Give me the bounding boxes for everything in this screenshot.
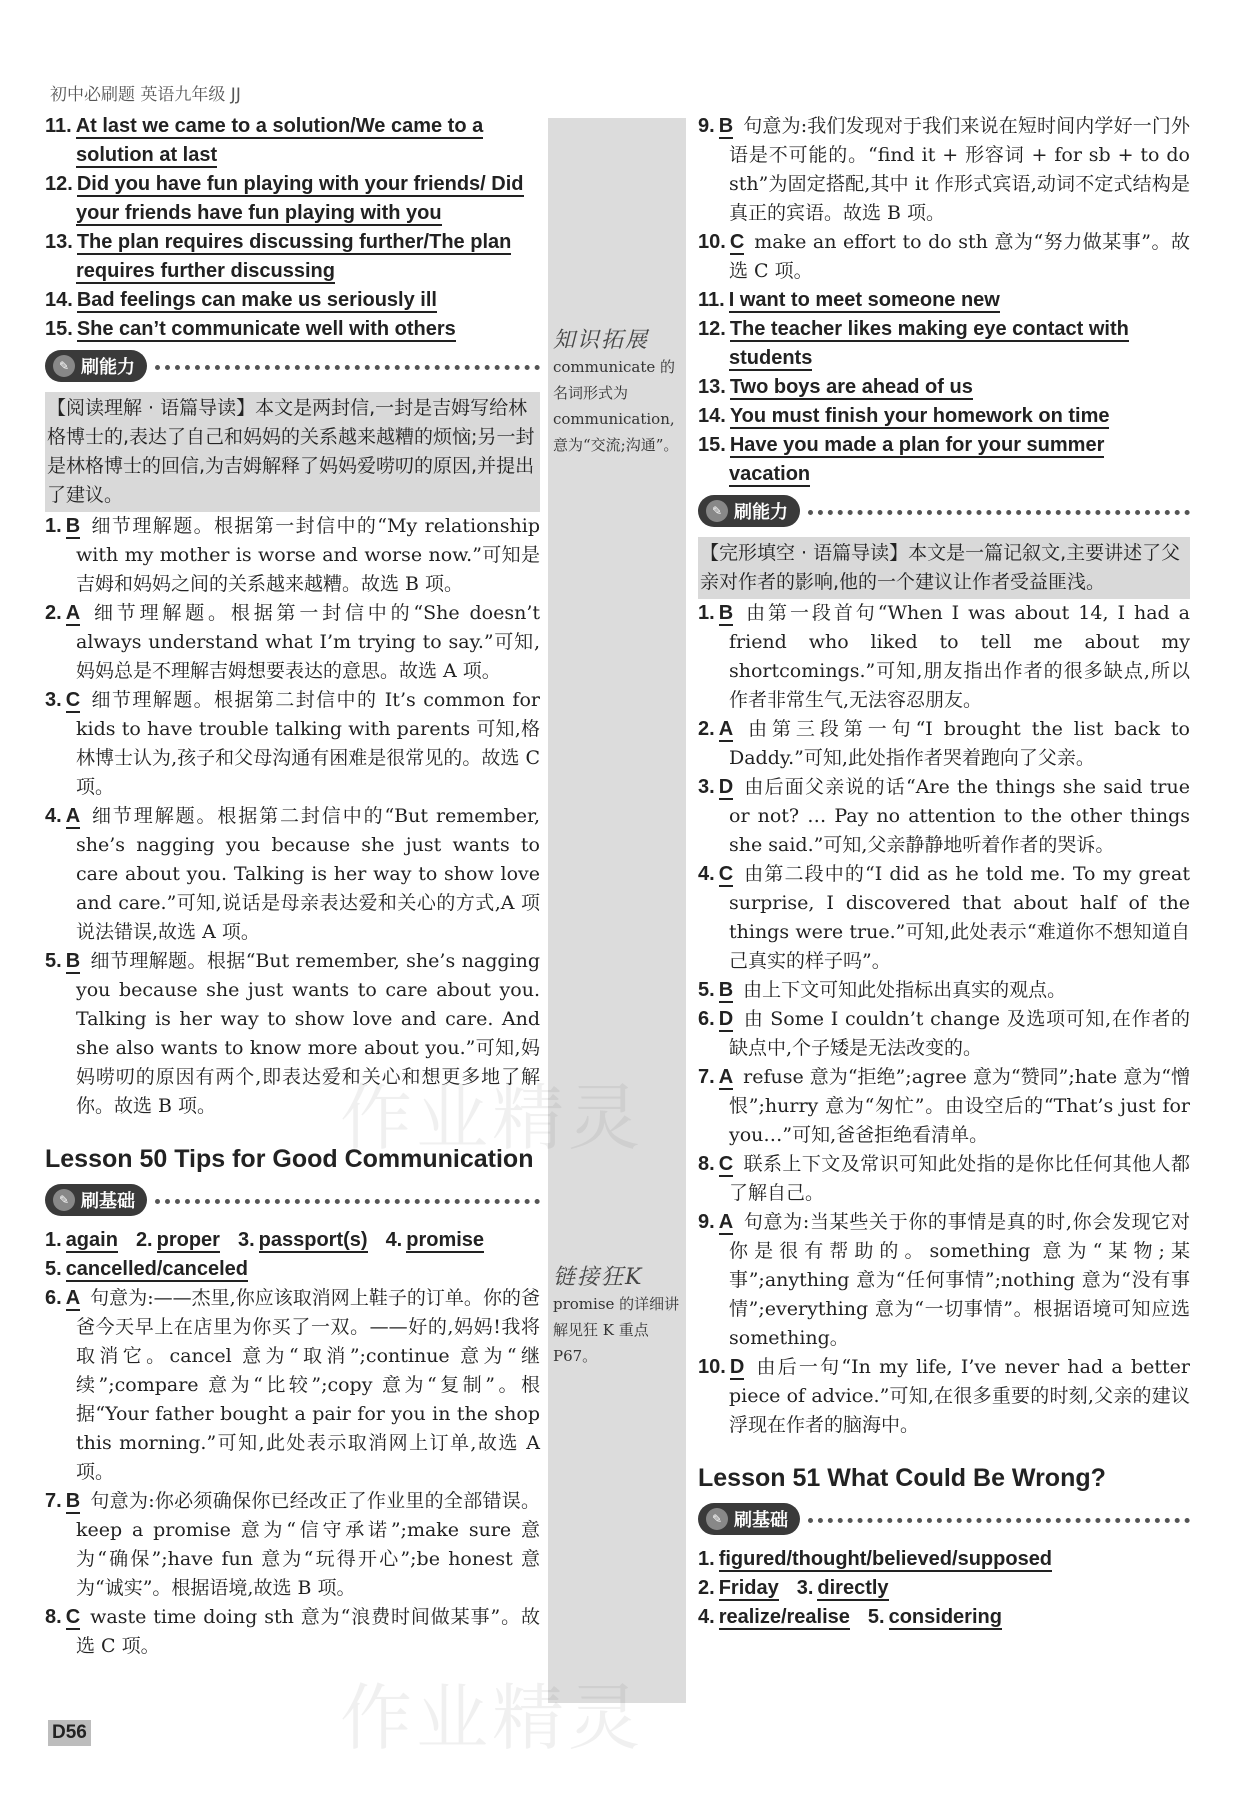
- badge-icon: ✎: [706, 1508, 728, 1530]
- item-explanation: 句意为:我们发现对于我们来说在短时间内学好一门外语是不可能的。“find it + 形容词 + for sb + to do sth”为固定搭配,其中 it 作形式宾语,动词不定式结构是真正的宾语。故选 B 项。: [729, 115, 1190, 224]
- explanation-item: [45, 1487, 540, 1603]
- item-answer: C: [729, 231, 745, 253]
- answer-text: Friday: [718, 1577, 779, 1599]
- item-number: 12.: [45, 173, 73, 195]
- item-answer: D: [718, 1008, 734, 1030]
- item-explanation: 由第二段中的“I did as he told me. To my great surprise, I discovered that about half of the things were true.”可知,此处表示“难道你不想知道自己真实的样子吗”。: [729, 863, 1190, 972]
- item-explanation: 细节理解题。根据第二封信中的 It’s common for kids to have trouble talking with parents 可知,格林博士认为,孩子和父母沟通有困难是很常见的。故选 C 项。: [76, 689, 540, 798]
- badge-text: 刷能力: [734, 502, 788, 523]
- explanation-item: [698, 1208, 1190, 1353]
- item-number: 3.: [698, 776, 715, 798]
- item-number: 6.: [45, 1287, 62, 1309]
- item-explanation: 句意为:当某些关于你的事情是真的时,你会发现它对你是很有帮助的。something 意为“某物;某事”;anything 意为“任何事情”;nothing 意为“没有事情”;everything 意为“一切事情”。根据语境可知应选 something。: [729, 1211, 1190, 1349]
- reading-guide: 【阅读理解 · 语篇导读】本文是两封信,一封是吉姆写给林格博士的,表达了自己和妈妈的关系越来越糟的烦恼;另一封是林格博士的回信,为吉姆解释了妈妈爱唠叨的原因,并提出了建议。: [45, 392, 540, 512]
- item-explanation: 细节理解题。根据第一封信中的“My relationship with my mother is worse and worse now.”可知是吉姆和妈妈之间的关系越来越糟。故选 B 项。: [76, 515, 540, 595]
- lesson-title: Lesson 51 What Could Be Wrong?: [698, 1464, 1106, 1492]
- answer-text: directly: [817, 1577, 889, 1599]
- answer-text: again: [65, 1229, 118, 1251]
- item-number: 15.: [45, 318, 73, 340]
- explanation-item: [698, 599, 1190, 715]
- item-number: 1.: [45, 515, 62, 537]
- item-number: 3.: [237, 1229, 255, 1251]
- item-number: 4.: [385, 1229, 403, 1251]
- side-note-heading: 链接狂K: [553, 1265, 644, 1290]
- badge-label: [698, 495, 800, 527]
- basics-row: [698, 1574, 1190, 1603]
- item-number: 3.: [796, 1577, 814, 1599]
- answer-text: The plan requires discussing further/The plan requires further discussing: [76, 231, 512, 282]
- explanation-item: [698, 228, 1190, 286]
- badge-text: 刷基础: [81, 1191, 135, 1212]
- explanation-item: [45, 802, 540, 947]
- item-number: 10.: [698, 231, 726, 253]
- badge-text: 刷能力: [81, 357, 135, 378]
- basics-row: [45, 1255, 540, 1284]
- side-note-link: [553, 1265, 683, 1369]
- item-explanation: 由第三段第一句“I brought the list back to Daddy.”可知,此处指作者哭着跑向了父亲。: [729, 718, 1190, 769]
- item-explanation: 由后面父亲说的话“Are the things she said true or not? … Pay no attention to the other things she said.”可知,父亲静静地听着作者的哭诉。: [729, 776, 1190, 856]
- answer-item: [45, 170, 540, 228]
- explanation-item: [698, 860, 1190, 976]
- badge-label: [45, 1184, 147, 1216]
- answer-item: [698, 402, 1190, 431]
- answer-text: She can’t communicate well with others: [76, 318, 456, 340]
- side-note-text: promise 的详细讲解见狂 K 重点 P67。: [553, 1295, 680, 1365]
- item-number: 4.: [45, 805, 62, 827]
- badge-icon: ✎: [53, 355, 75, 377]
- item-explanation: 由上下文可知此处指标出真实的观点。: [743, 979, 1067, 1001]
- explanation-item: [698, 112, 1190, 228]
- item-number: 13.: [698, 376, 726, 398]
- explanation-item: [698, 1063, 1190, 1150]
- dotted-rule: [808, 510, 1190, 515]
- badge-icon: ✎: [706, 500, 728, 522]
- item-number: 2.: [45, 602, 62, 624]
- item-answer: D: [729, 1356, 745, 1378]
- answer-item: [698, 315, 1190, 373]
- item-number: 6.: [698, 1008, 715, 1030]
- item-number: 11.: [45, 115, 72, 137]
- item-answer: A: [718, 718, 734, 740]
- item-number: 5.: [45, 950, 62, 972]
- answer-text: You must finish your homework on time: [729, 405, 1110, 427]
- item-answer: A: [718, 1066, 734, 1088]
- answer-text: proper: [156, 1229, 220, 1251]
- item-explanation: 由第一段首句“When I was about 14, I had a friend who liked to tell me about my shortcomings.”可知,朋友指出作者的很多缺点,所以作者非常生气,无法容忍朋友。: [729, 602, 1190, 711]
- answer-item: [45, 228, 540, 286]
- item-answer: B: [718, 115, 734, 137]
- item-answer: B: [718, 602, 734, 624]
- side-note-heading: 知识拓展: [553, 328, 650, 353]
- item-answer: C: [718, 1153, 734, 1175]
- answer-item: [45, 112, 540, 170]
- section-badge: [698, 1503, 1190, 1535]
- item-answer: B: [65, 1490, 81, 1512]
- side-note-text: communicate 的名词形式为 communication,意为“交流;沟通”。: [553, 358, 679, 454]
- item-number: 7.: [698, 1066, 715, 1088]
- item-number: 12.: [698, 318, 726, 340]
- answer-text: Bad feelings can make us seriously ill: [76, 289, 437, 311]
- item-answer: C: [65, 689, 81, 711]
- item-explanation: 由 Some I couldn’t change 及选项可知,在作者的缺点中,个子矮是无法改变的。: [729, 1008, 1190, 1059]
- explanation-item: [45, 686, 540, 802]
- item-answer: A: [718, 1211, 734, 1233]
- item-explanation: waste time doing sth 意为“浪费时间做某事”。故选 C 项。: [76, 1606, 540, 1657]
- item-explanation: 细节理解题。根据第一封信中的“She doesn’t always understand what I’m trying to say.”可知,妈妈总是不理解吉姆想要表达的意思。故选 A 项。: [76, 602, 540, 682]
- page-number: D56: [48, 1720, 91, 1746]
- explanation-item: [698, 1353, 1190, 1440]
- item-explanation: 细节理解题。根据第二封信中的“But remember, she’s nagging you because she just wants to care about you. Talking is her way to show love and care.”可知,说话是母亲表达爱和关心的方式,A 项说法错误,故选 A 项。: [76, 805, 540, 943]
- item-number: 10.: [698, 1356, 726, 1378]
- cloze-guide: 【完形填空 · 语篇导读】本文是一篇记叙文,主要讲述了父亲对作者的影响,他的一个建议让作者受益匪浅。: [698, 537, 1190, 599]
- left-column: [45, 112, 540, 1661]
- answer-text: promise: [406, 1229, 485, 1251]
- lesson-title: Lesson 50 Tips for Good Communication: [45, 1145, 534, 1173]
- explanation-item: [698, 976, 1190, 1005]
- answer-item: [698, 373, 1190, 402]
- item-number: 2.: [698, 1577, 715, 1599]
- item-explanation: 细节理解题。根据“But remember, she’s nagging you because she just wants to care about you. Talking is her way to show love and care. And she also wants to know more about you.”可知,妈妈唠叨的原因有两个,即表达爱和关心和想更多地了解你。故选 B 项。: [76, 950, 540, 1117]
- item-explanation: refuse 意为“拒绝”;agree 意为“赞同”;hate 意为“憎恨”;hurry 意为“匆忙”。由设空后的“That’s just for you…”可知,爸爸拒绝看清单。: [729, 1066, 1190, 1146]
- item-number: 4.: [698, 863, 715, 885]
- basics-row: [698, 1545, 1190, 1574]
- right-column: [698, 112, 1190, 1632]
- explanation-item: [698, 773, 1190, 860]
- answer-text: considering: [888, 1606, 1002, 1628]
- item-number: 15.: [698, 434, 726, 456]
- item-number: 13.: [45, 231, 73, 253]
- item-number: 8.: [45, 1606, 62, 1628]
- badge-text: 刷基础: [734, 1510, 788, 1531]
- basics-row: [698, 1603, 1190, 1632]
- answer-text: At last we came to a solution/We came to a solution at last: [75, 115, 484, 166]
- dotted-rule: [155, 365, 540, 370]
- item-explanation: 由后一句“In my life, I’ve never had a better piece of advice.”可知,在很多重要的时刻,父亲的建议浮现在作者的脑海中。: [729, 1356, 1190, 1436]
- watermark: 作业精灵: [340, 1676, 645, 1760]
- answer-text: Did you have fun playing with your friends/ Did your friends have fun playing with you: [76, 173, 524, 224]
- item-number: 5.: [867, 1606, 885, 1628]
- item-number: 2.: [135, 1229, 153, 1251]
- item-number: 8.: [698, 1153, 715, 1175]
- answer-item: [698, 286, 1190, 315]
- answer-item: [45, 315, 540, 344]
- item-number: 5.: [698, 979, 715, 1001]
- item-answer: C: [65, 1606, 81, 1628]
- item-answer: B: [65, 515, 81, 537]
- explanation-item: [45, 1603, 540, 1661]
- explanation-item: [698, 1150, 1190, 1208]
- item-number: 4.: [698, 1606, 715, 1628]
- item-number: 14.: [698, 405, 726, 427]
- item-explanation: 句意为:你必须确保你已经改正了作业里的全部错误。keep a promise 意为“信守承诺”;make sure 意为“确保”;have fun 意为“玩得开心”;be honest 意为“诚实”。根据语境,故选 B 项。: [76, 1490, 540, 1599]
- item-answer: A: [65, 805, 81, 827]
- item-explanation: make an effort to do sth 意为“努力做某事”。故选 C 项。: [729, 231, 1190, 282]
- item-number: 9.: [698, 1211, 715, 1233]
- answer-text: cancelled/canceled: [65, 1258, 249, 1280]
- item-explanation: 句意为:——杰里,你应该取消网上鞋子的订单。你的爸爸今天早上在店里为你买了一双。——好的,妈妈!我将取消它。cancel 意为“取消”;continue 意为“继续”;compare 意为“比较”;copy 意为“复制”。根据“Your father bought a pair for you in the shop this morning.”可知,此处表示取消网上订单,故选 A 项。: [76, 1287, 540, 1483]
- dotted-rule: [808, 1518, 1190, 1523]
- explanation-item: [45, 599, 540, 686]
- explanation-item: [698, 1005, 1190, 1063]
- answer-text: passport(s): [258, 1229, 368, 1251]
- answer-item: [698, 431, 1190, 489]
- item-number: 1.: [698, 1548, 715, 1570]
- section-badge: [45, 1184, 540, 1216]
- item-answer: A: [65, 602, 81, 624]
- item-answer: A: [65, 1287, 81, 1309]
- item-number: 1.: [45, 1229, 62, 1251]
- explanation-item: [45, 1284, 540, 1487]
- dotted-rule: [155, 1199, 540, 1204]
- item-answer: B: [65, 950, 81, 972]
- answer-text: I want to meet someone new: [728, 289, 1000, 311]
- section-badge: [45, 350, 540, 382]
- explanation-item: [45, 512, 540, 599]
- item-number: 11.: [698, 289, 725, 311]
- running-header: 初中必刷题 英语九年级 JJ: [50, 85, 241, 105]
- side-note-knowledge: [553, 328, 683, 458]
- item-answer: D: [718, 776, 734, 798]
- badge-icon: ✎: [53, 1189, 75, 1211]
- item-number: 5.: [45, 1258, 62, 1280]
- watermark: 作业精灵: [340, 1076, 645, 1160]
- answer-text: The teacher likes making eye contact with students: [729, 318, 1129, 369]
- item-number: 3.: [45, 689, 62, 711]
- item-number: 1.: [698, 602, 715, 624]
- answer-item: [45, 286, 540, 315]
- item-number: 2.: [698, 718, 715, 740]
- answer-text: Have you made a plan for your summer vacation: [729, 434, 1105, 485]
- basics-row: [45, 1226, 540, 1255]
- answer-text: figured/thought/believed/supposed: [718, 1548, 1053, 1570]
- badge-label: [45, 350, 147, 382]
- answer-text: realize/realise: [718, 1606, 850, 1628]
- item-answer: C: [718, 863, 734, 885]
- answer-text: Two boys are ahead of us: [729, 376, 973, 398]
- item-number: 14.: [45, 289, 73, 311]
- item-number: 7.: [45, 1490, 62, 1512]
- section-badge: [698, 495, 1190, 527]
- item-number: 9.: [698, 115, 715, 137]
- explanation-item: [698, 715, 1190, 773]
- item-answer: B: [718, 979, 734, 1001]
- badge-label: [698, 1503, 800, 1535]
- item-explanation: 联系上下文及常识可知此处指的是你比任何其他人都了解自己。: [729, 1153, 1190, 1204]
